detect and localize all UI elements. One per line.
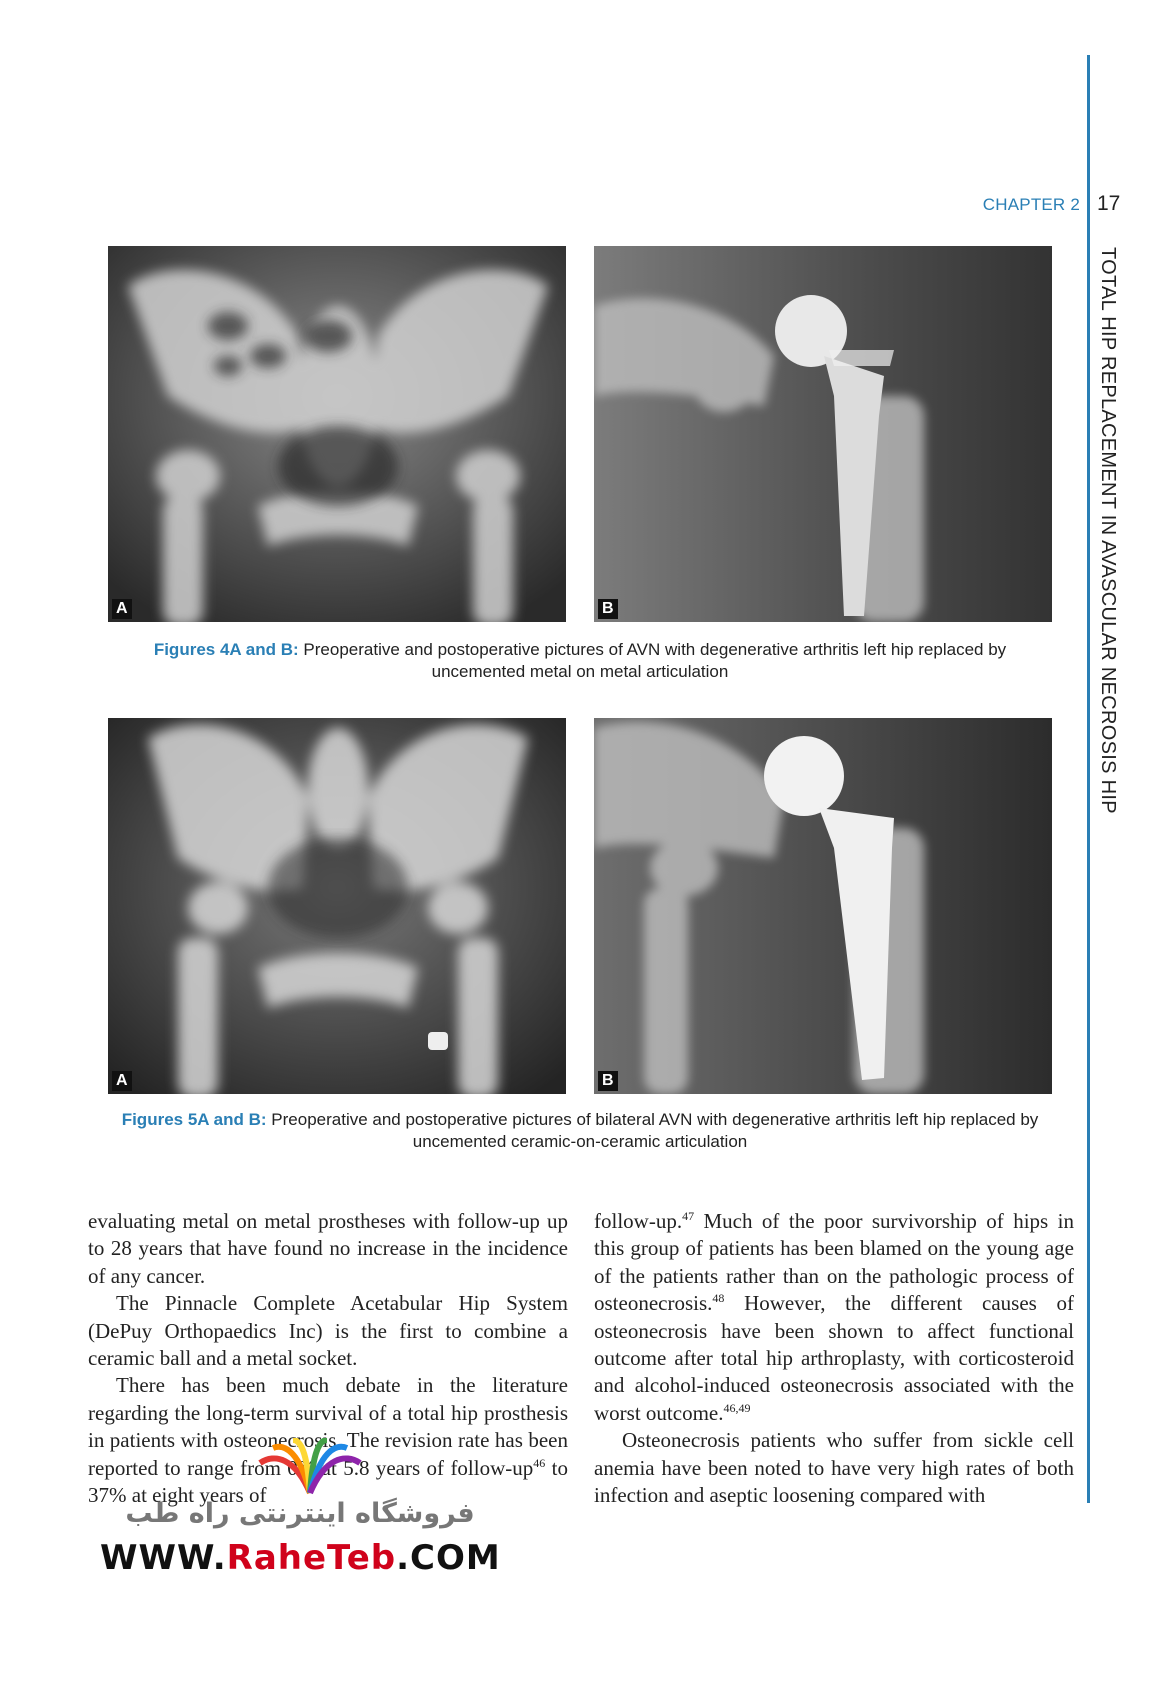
watermark [100,1418,500,1578]
paragraph [594,1208,1074,1427]
panel-label: A [112,599,132,619]
watermark-url [100,1538,500,1578]
text-run: However, the different causes of osteonecrosis have been shown to affect functional outcome after total hip arthroplasty, with corticosteroid and alcohol-induced osteonecrosis associated with the worst outcome. [594,1291,1074,1425]
figure-5-caption [120,1109,1040,1153]
text-run: Much of the poor survivorship of hips in this group of patients has been blamed on the young age of the patients rather than on the pathologic process of osteonecrosis. [594,1209,1074,1316]
chapter-label: CHAPTER 2 [982,195,1080,214]
book-rainbow-logo-icon [255,1438,365,1498]
running-title: TOTAL HIP REPLACEMENT IN AVASCULAR NECROSIS HIP [1097,247,1119,814]
citation-ref: 46 [533,1455,546,1470]
figure-5a-xray [108,718,566,1094]
figure-4a-xray [108,246,566,622]
url-brand: RaheTeb [226,1538,397,1578]
citation-ref: 46,49 [723,1400,751,1415]
citation-ref: 47 [682,1209,695,1223]
text-run: follow-up. [594,1209,683,1233]
figure-4b-xray [594,246,1052,622]
paragraph: Osteonecrosis patients who suffer from sickle cell anemia have been noted to have very high rates of both infection and aseptic loosening compared with [594,1428,1074,1508]
panel-label: B [598,599,618,619]
url-suffix: .COM [396,1538,501,1578]
text-run: to 37% at eight years of [88,1455,568,1508]
margin-rule [1087,55,1090,1503]
watermark-persian-text: فروشگاه اینترنتی راه طب [125,1498,475,1529]
caption-label: Figures 5A and B: [121,1110,267,1129]
panel-label: B [598,1071,618,1091]
caption-label: Figures 4A and B: [153,640,299,659]
paragraph: The Pinnacle Complete Acetabular Hip System (DePuy Orthopaedics Inc) is the first to combine a ceramic ball and a metal socket. [88,1291,568,1371]
paragraph: evaluating metal on metal prostheses with follow-up up to 28 years that have found no increase in the incidence of any cancer. [88,1209,568,1288]
caption-text: Preoperative and postoperative pictures of AVN with degenerative arthritis left hip replaced by uncemented metal on metal articulation [303,640,1007,681]
caption-text: Preoperative and postoperative pictures of bilateral AVN with degenerative arthritis left hip replaced by uncemented ceramic-on-ceramic articulation [271,1110,1039,1151]
figure-5b-xray [594,718,1052,1094]
url-prefix: WWW. [100,1538,227,1578]
figure-4-caption [140,639,1020,683]
citation-ref: 48 [712,1291,725,1306]
text-run: There has been much debate in the literature regarding the long-term survival of a total hip prosthesis in patients with osteonecrosis. The revision rate has been reported to range from 0% at 5.8 years of follow-up [88,1373,568,1480]
body-column-right [594,1208,1074,1509]
page-number: 17 [1097,192,1121,215]
panel-label: A [112,1071,132,1091]
